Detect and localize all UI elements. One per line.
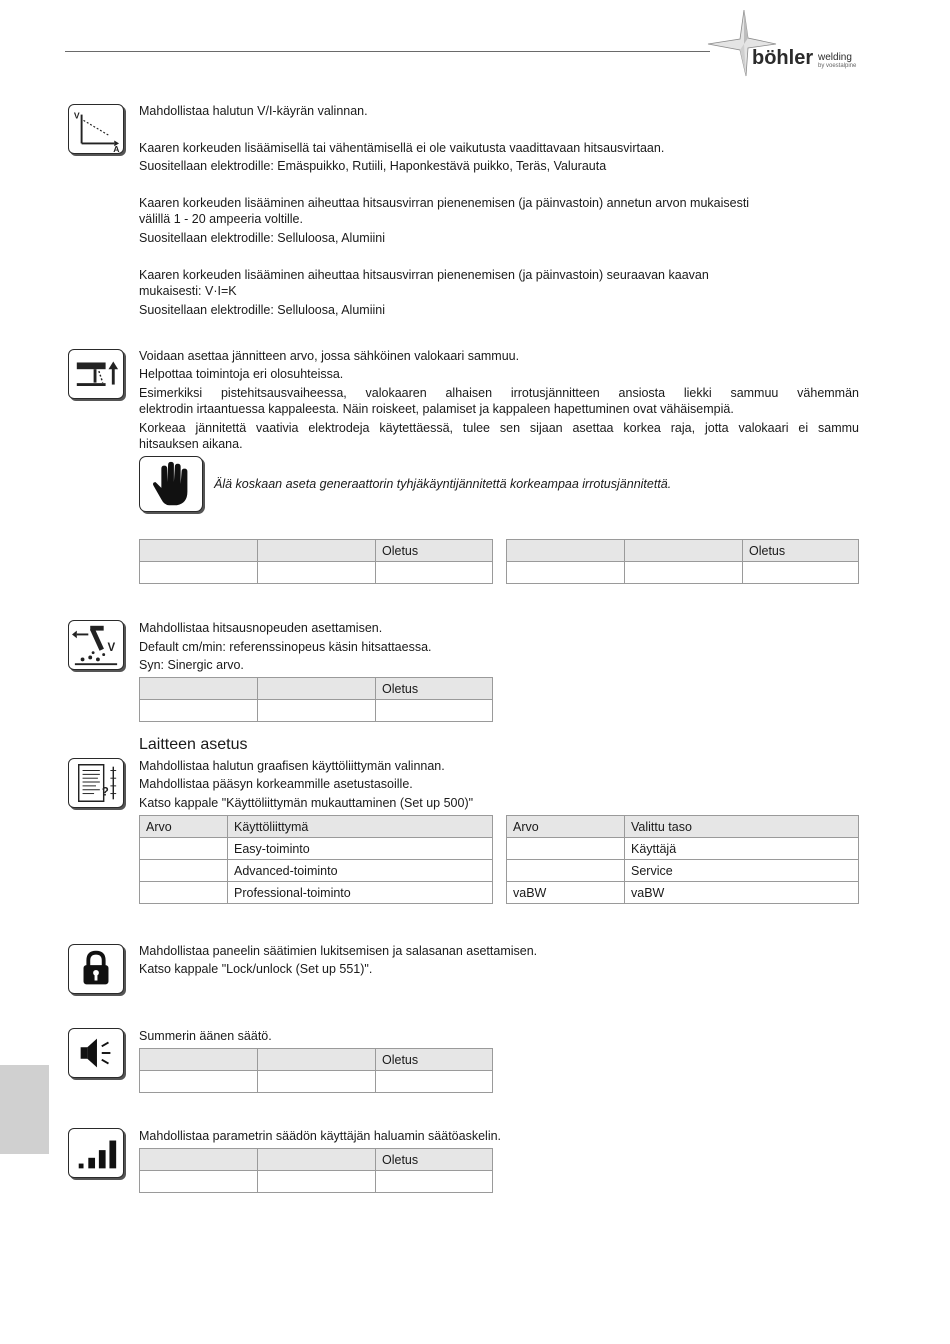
table-cell xyxy=(140,860,228,882)
vi-curve-icon xyxy=(68,104,124,154)
speaker-icon xyxy=(68,1028,124,1078)
table-header-cell: Oletus xyxy=(743,540,859,562)
brand-sub: by voestalpine xyxy=(818,63,857,69)
vi-text-5: Suositellaan elektrodille: Selluloosa, Alumiini xyxy=(139,231,385,245)
vi-text-2: Kaaren korkeuden lisäämisellä tai vähentämisellä ei ole vaikutusta vaadittavaan hitsausvirtaan. xyxy=(139,141,665,155)
svg-text:?: ? xyxy=(101,786,109,799)
svg-text:A: A xyxy=(113,144,120,153)
vi-text-6b: mukaisesti: V·I=K xyxy=(139,284,237,298)
table-cell: Advanced-toiminto xyxy=(228,860,493,882)
table-header-cell: Oletus xyxy=(376,1149,493,1171)
table-header-cell xyxy=(140,1149,258,1171)
table-header-cell xyxy=(625,540,743,562)
ds-text-3: Katso kappale "Käyttöliittymän mukauttaminen (Set up 500)" xyxy=(139,796,474,810)
table-header-cell xyxy=(258,540,376,562)
signal-bars-icon xyxy=(68,1128,124,1178)
vi-text-3: Suositellaan elektrodille: Emäspuikko, Rutiili, Haponkestävä puikko, Teräs, Valurauta xyxy=(139,159,607,173)
bv-text-3a: Esimerkiksi pistehitsausvaiheessa, valokaaren alhaisen irrotusjännitteen ansiosta liekki sammuu vähemmän xyxy=(139,386,859,400)
table-header-cell xyxy=(258,1149,376,1171)
table-header-cell: Oletus xyxy=(376,678,493,700)
bv-table-right xyxy=(506,539,859,584)
table-row xyxy=(140,882,493,904)
step-table xyxy=(139,1148,493,1193)
table-row xyxy=(507,882,859,904)
interface-table xyxy=(139,815,493,904)
table-row xyxy=(140,860,493,882)
speed-table xyxy=(139,677,493,722)
lock-text-2: Katso kappale "Lock/unlock (Set up 551)". xyxy=(139,962,373,976)
header-rule xyxy=(65,51,710,52)
stop-hand-icon xyxy=(139,456,203,512)
table-cell xyxy=(140,882,228,904)
vi-text-4b: välillä 1 - 20 ampeeria voltille. xyxy=(139,212,303,226)
table-cell xyxy=(625,562,743,584)
table-header-cell xyxy=(507,540,625,562)
table-cell xyxy=(140,1071,258,1093)
table-cell: Käyttäjä xyxy=(625,838,859,860)
vi-text-4a: Kaaren korkeuden lisääminen aiheuttaa hitsausvirran pienenemisen (ja päinvastoin) annetun arvon mukaisesti xyxy=(139,196,750,210)
table-cell xyxy=(140,562,258,584)
bv-text-2: Helpottaa toimintoja eri olosuhteissa. xyxy=(139,367,344,381)
table-header-cell xyxy=(258,678,376,700)
table-cell: vaBW xyxy=(507,882,625,904)
table-cell xyxy=(140,1171,258,1193)
table-cell xyxy=(743,562,859,584)
ds-text-1: Mahdollistaa halutun graafisen käyttöliittymän valinnan. xyxy=(139,759,445,773)
table-cell xyxy=(140,838,228,860)
table-cell: Professional-toiminto xyxy=(228,882,493,904)
welding-speed-icon xyxy=(68,620,124,670)
table-cell: Easy-toiminto xyxy=(228,838,493,860)
table-cell xyxy=(507,838,625,860)
buzzer-text-1: Summerin äänen säätö. xyxy=(139,1029,272,1043)
brand-suffix: welding xyxy=(818,52,852,63)
arc-break-voltage-icon xyxy=(68,349,124,399)
table-row xyxy=(507,860,859,882)
bv-table-left xyxy=(139,539,493,584)
vi-text-1: Mahdollistaa halutun V/I-käyrän valinnan. xyxy=(139,104,368,118)
table-header-cell xyxy=(140,540,258,562)
table-header-cell xyxy=(140,678,258,700)
table-header-cell xyxy=(258,1049,376,1071)
svg-text:V: V xyxy=(73,110,80,121)
speed-text-2: Default cm/min: referenssinopeus käsin hitsattaessa. xyxy=(139,640,432,654)
table-header-cell xyxy=(140,1049,258,1071)
table-header-cell: Arvo xyxy=(507,816,625,838)
warning-text: Älä koskaan aseta generaattorin tyhjäkäyntijännitettä korkeampaa irrotusjännitettä. xyxy=(214,477,672,491)
bv-text-3b: elektrodin irtaantuessa kappaleesta. Näin roiskeet, palamiset ja kappaleen hapettuminen ovat vähäisempiä. xyxy=(139,402,734,416)
table-header-cell: Oletus xyxy=(376,540,493,562)
table-header-cell: Arvo xyxy=(140,816,228,838)
lock-text-1: Mahdollistaa paneelin säätimien lukitsemisen ja salasanan asettamisen. xyxy=(139,944,538,958)
bv-text-4b: hitsauksen aikana. xyxy=(139,437,243,451)
table-cell xyxy=(258,700,376,722)
table-cell xyxy=(376,1071,493,1093)
table-cell xyxy=(258,1071,376,1093)
table-header-cell: Oletus xyxy=(376,1049,493,1071)
bv-text-4a: Korkeaa jännitettä vaativia elektrodeja käytettäessä, tulee sen sijaan asettaa korkea raja, jotta valokaari ei sammu xyxy=(139,421,859,435)
bv-text-1: Voidaan asettaa jännitteen arvo, jossa sähköinen valokaari sammuu. xyxy=(139,349,520,363)
chapter-side-tab xyxy=(0,1065,49,1154)
table-header-cell: Valittu taso xyxy=(625,816,859,838)
table-row xyxy=(507,838,859,860)
table-cell xyxy=(258,562,376,584)
table-cell xyxy=(140,700,258,722)
speed-text-3: Syn: Sinergic arvo. xyxy=(139,658,244,672)
table-row xyxy=(140,838,493,860)
ds-text-2: Mahdollistaa pääsyn korkeammille asetustasoille. xyxy=(139,777,413,791)
access-level-table xyxy=(506,815,859,904)
table-cell xyxy=(376,700,493,722)
interface-settings-icon xyxy=(68,758,124,808)
table-cell xyxy=(376,562,493,584)
table-header-cell: Käyttöliittymä xyxy=(228,816,493,838)
table-cell: Service xyxy=(625,860,859,882)
svg-text:V: V xyxy=(107,641,116,654)
table-cell xyxy=(376,1171,493,1193)
padlock-icon xyxy=(68,944,124,994)
table-cell xyxy=(507,860,625,882)
buzzer-table xyxy=(139,1048,493,1093)
section-heading: Laitteen asetus xyxy=(139,736,248,753)
vi-text-6a: Kaaren korkeuden lisääminen aiheuttaa hitsausvirran pienenemisen (ja päinvastoin) seuraavan kaavan xyxy=(139,268,709,282)
step-text-1: Mahdollistaa parametrin säädön käyttäjän haluamin säätöaskelin. xyxy=(139,1129,502,1143)
brand-name: böhler xyxy=(752,47,814,69)
speed-text-1: Mahdollistaa hitsausnopeuden asettamisen. xyxy=(139,621,383,635)
table-cell: vaBW xyxy=(625,882,859,904)
table-cell xyxy=(258,1171,376,1193)
table-cell xyxy=(507,562,625,584)
vi-text-7: Suositellaan elektrodille: Selluloosa, Alumiini xyxy=(139,303,385,317)
